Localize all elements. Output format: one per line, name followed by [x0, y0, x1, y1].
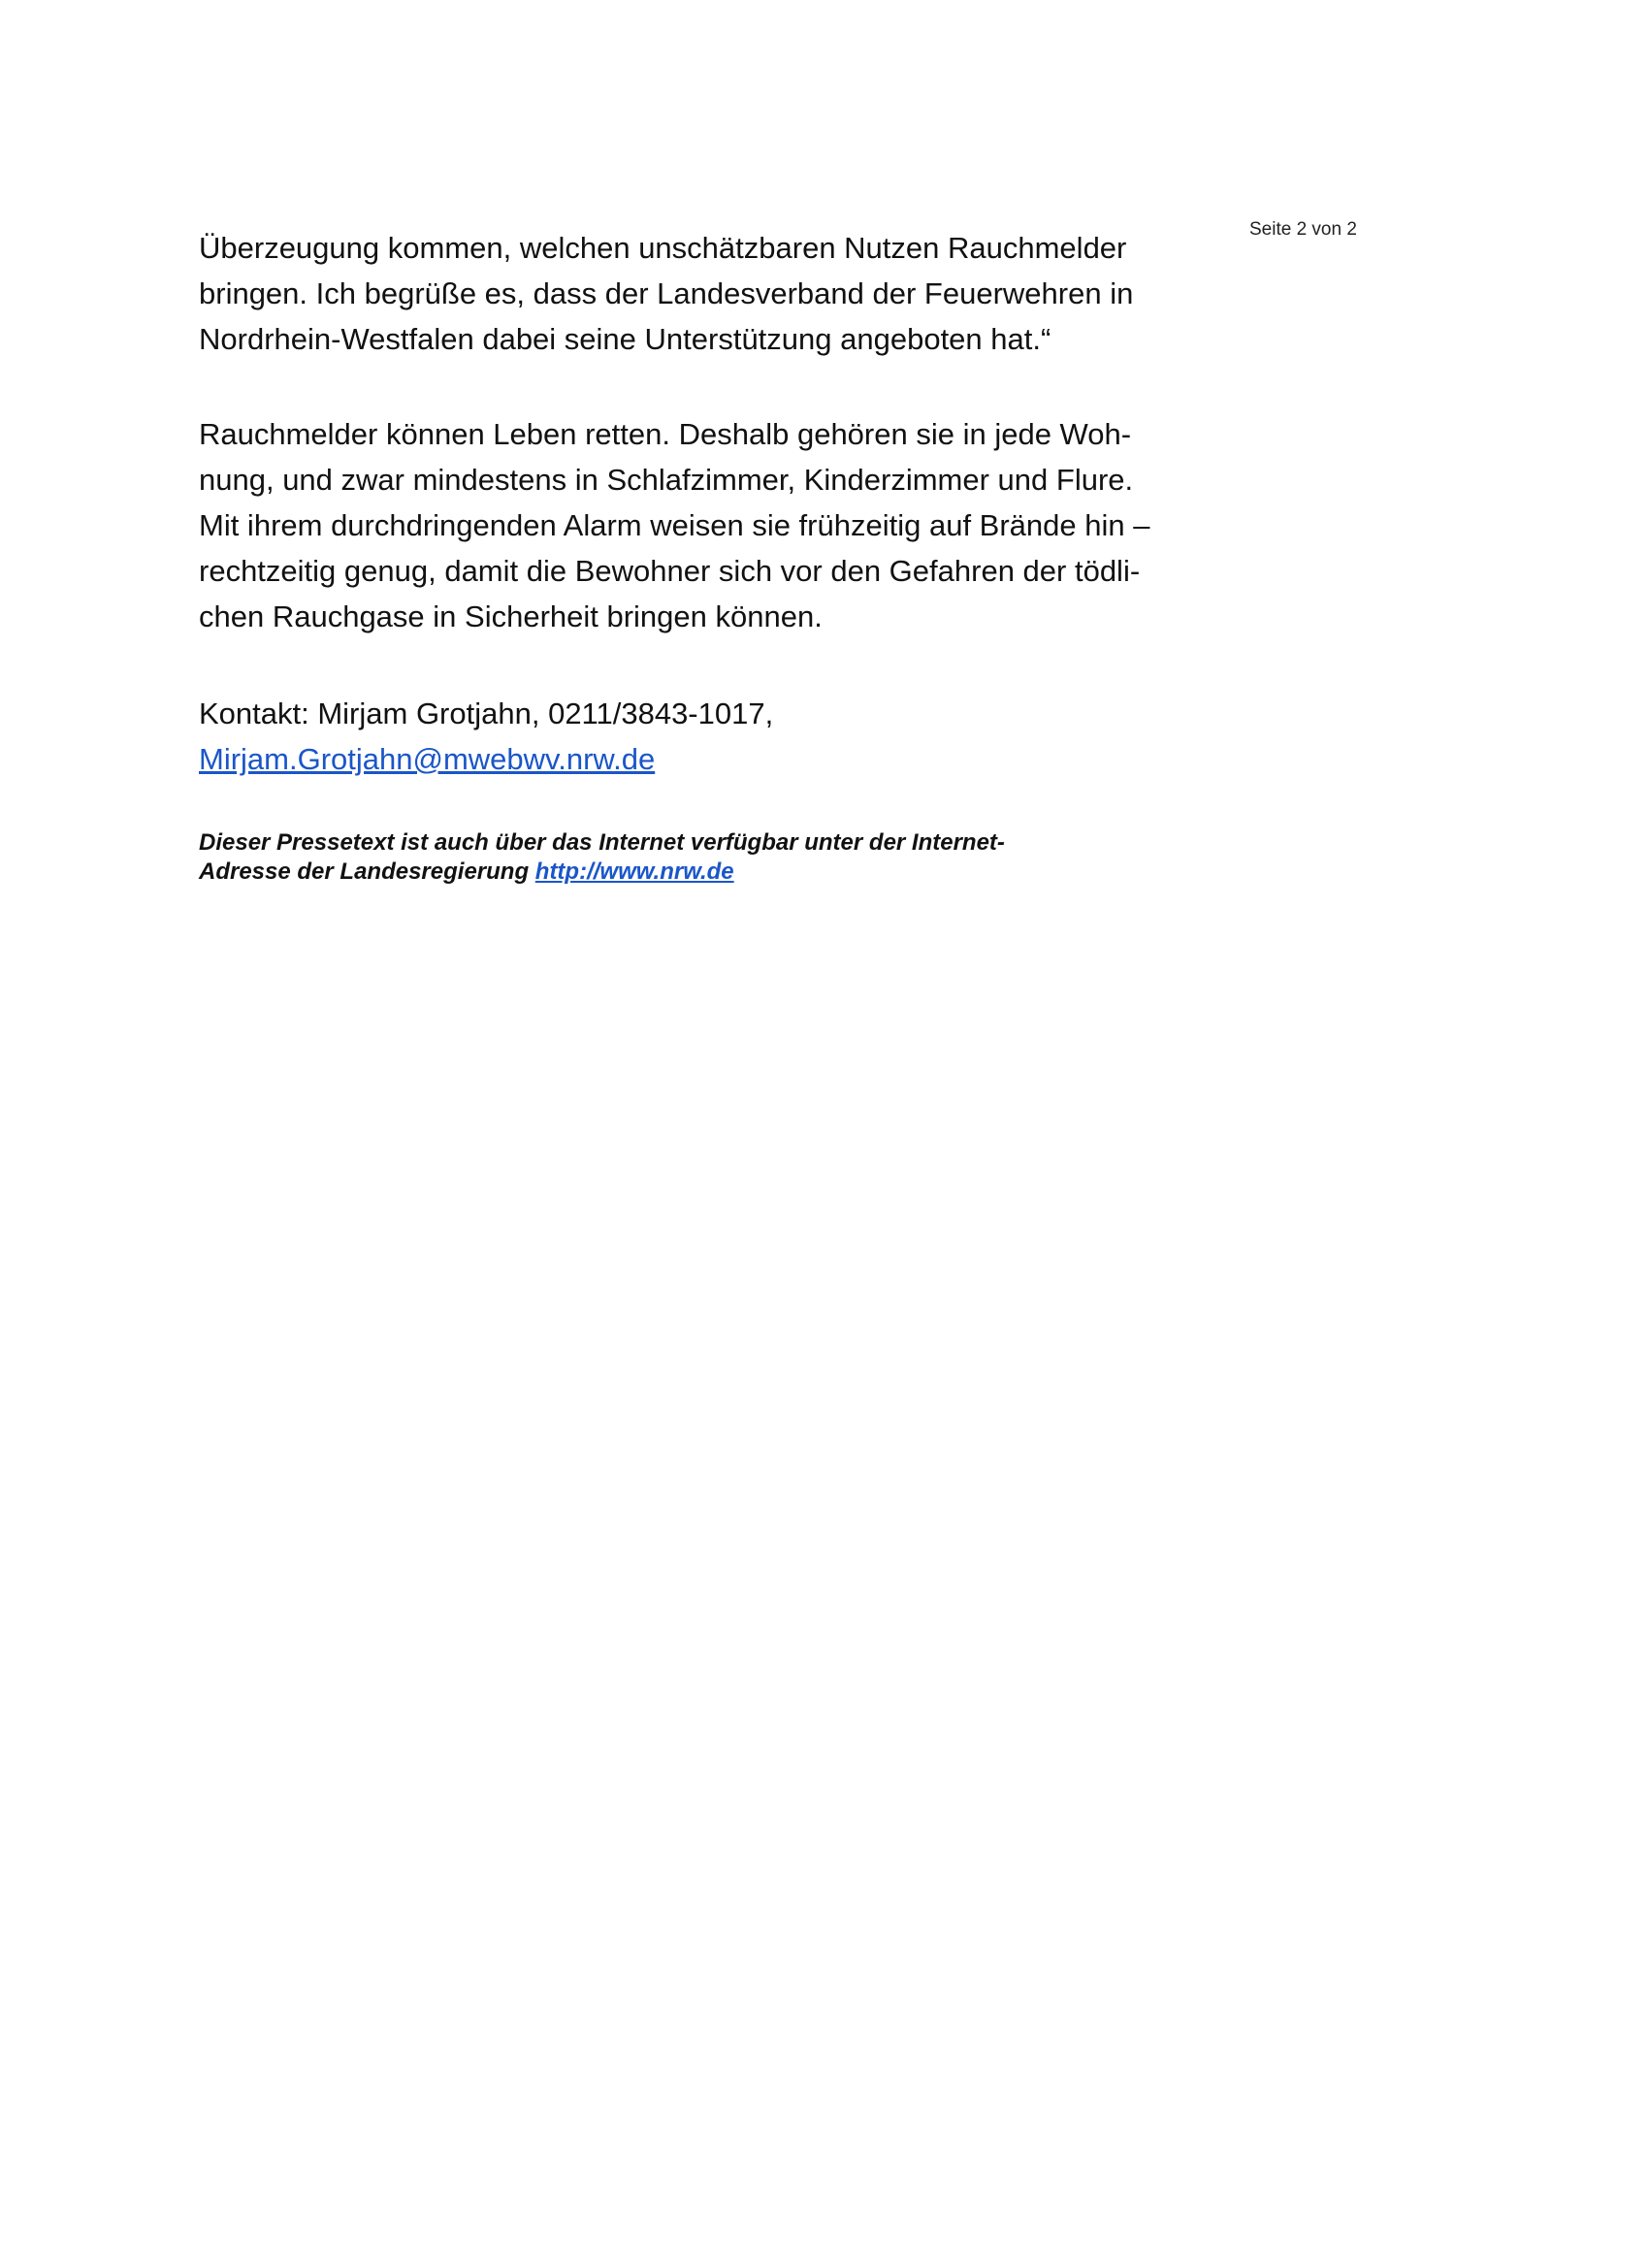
- text-line: bringen. Ich begrüße es, dass der Landesverband der Feuerwehren in: [199, 276, 1134, 310]
- text-line: nung, und zwar mindestens in Schlafzimmer, Kinderzimmer und Flure.: [199, 463, 1134, 497]
- text-line: Mit ihrem durchdringenden Alarm weisen sie frühzeitig auf Brände hin –: [199, 508, 1150, 542]
- text-line: chen Rauchgase in Sicherheit bringen können.: [199, 599, 823, 633]
- notice-line-2: [199, 858, 1169, 887]
- notice-line-prefix: Adresse der Landesregierung: [199, 859, 535, 885]
- text-line: Rauchmelder können Leben retten. Deshalb gehören sie in jede Woh-: [199, 417, 1132, 451]
- nrw-website-link[interactable]: http://www.nrw.de: [534, 859, 734, 885]
- internet-notice: [199, 828, 1169, 887]
- contact-block: [199, 691, 1188, 782]
- notice-line: Dieser Pressetext ist auch über das Internet verfügbar unter der Internet-: [199, 829, 1005, 856]
- text-line: Überzeugung kommen, welchen unschätzbaren Nutzen Rauchmelder: [199, 231, 1127, 265]
- contact-text: Kontakt: Mirjam Grotjahn, 0211/3843-1017,: [199, 697, 774, 730]
- text-line: Nordrhein-Westfalen dabei seine Unterstützung angeboten hat.“: [199, 322, 1051, 356]
- page-number: Seite 2 von 2: [1249, 219, 1357, 240]
- text-line: rechtzeitig genug, damit die Bewohner sich vor den Gefahren der tödli-: [199, 554, 1141, 588]
- contact-email-link[interactable]: Mirjam.Grotjahn@mwebwv.nrw.de: [199, 742, 656, 776]
- paragraph-smoke-detectors: [199, 411, 1188, 639]
- paragraph-quote-end: [199, 225, 1188, 362]
